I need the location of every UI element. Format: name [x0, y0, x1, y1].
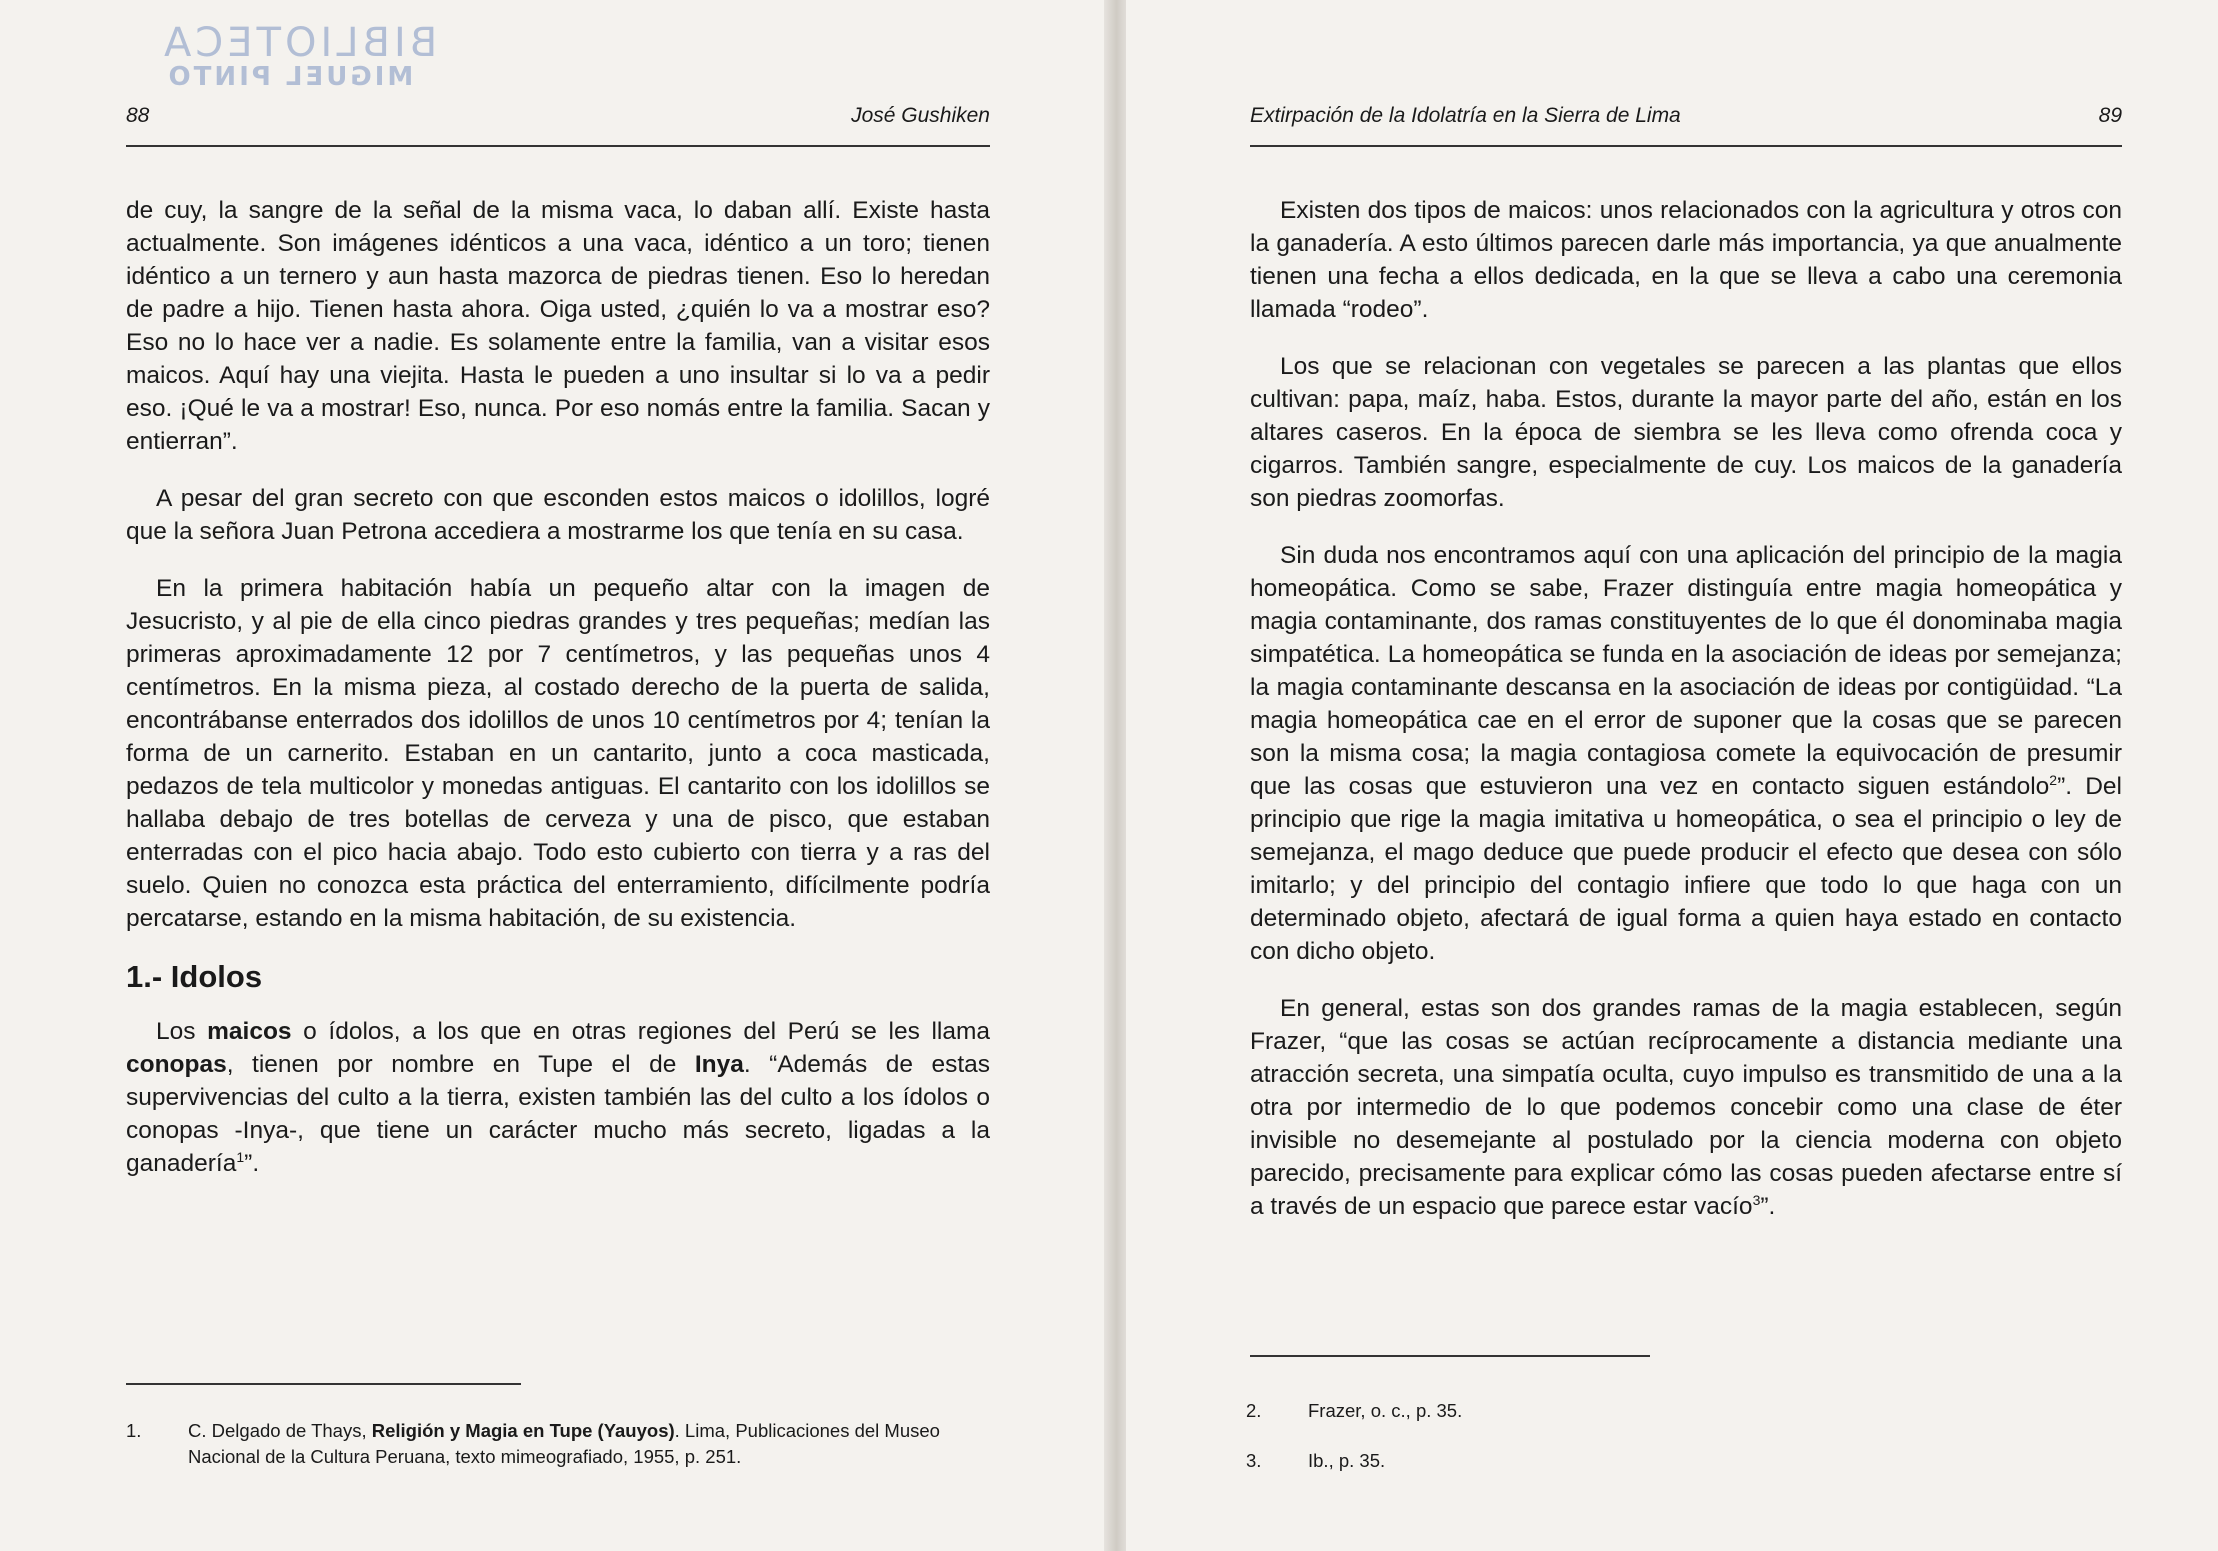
- section-title: 1.- Idolos: [126, 959, 263, 994]
- library-stamp: [160, 22, 437, 91]
- right-header-rule: [1250, 145, 2122, 147]
- footnote-number: 3.: [1246, 1450, 1262, 1471]
- left-header-rule: [126, 145, 990, 147]
- text-run: Los: [156, 1018, 208, 1045]
- bold-title: Religión y Magia en Tupe (Yauyos): [371, 1420, 675, 1441]
- body-paragraph: A pesar del gran secreto con que esconden estos maicos o idolillos, logré que la señora Juan Petrona accediera a mostrarme los que tenía en su casa.: [126, 485, 990, 545]
- bold-term: conopas: [126, 1051, 227, 1078]
- text-run: En general, estas son dos grandes ramas de la magia establecen, según Frazer, “que las cosas se actúan recíprocamente a distancia mediante una atracción secreta, una simpatía oculta, cuyo impulso es transmitido de una a la otra por intermedio de lo que podemos concebir como una clase de éter invisible no desemejante al postulado por la ciencia moderna con objeto parecido, precisamente para explicar cómo las cosas pueden afectarse entre sí a través de un espacio que parece estar vacío: [1250, 995, 2122, 1220]
- footnote-text: Ib., p. 35.: [1308, 1450, 1386, 1471]
- footnote-ref: 2: [2049, 771, 2058, 788]
- right-page-number: 89: [2098, 104, 2122, 127]
- body-paragraph: En la primera habitación había un pequeño altar con la imagen de Jesucristo, y al pie de ella cinco piedras grandes y tres pequeñas; medían las primeras aproximadamente 12 por 7 centímetros, y las pequeñas unos 4 centímetros. En la misma pieza, al costado derecho de la puerta de salida, encontrábanse enterrados dos idolillos de unos 10 centímetros por 4; tenían la forma de un carnerito. Estaban en un cantarito, junto a coca masticada, pedazos de tela multicolor y monedas antiguas. El cantarito con los idolillos se hallaba debajo de tres botellas de cerveza y una de pisco, que estaban enterradas con el pico hacia abajo. Todo esto cubierto con tierra y a ras del suelo. Quien no conozca esta práctica del enterramiento, difícilmente podría percatarse, estando en la misma habitación, de su existencia.: [126, 575, 990, 932]
- frazer-paragraph: [1250, 539, 2122, 968]
- stamp-line-2: MIGUEL PINTO: [165, 62, 414, 92]
- text-run: ”.: [244, 1150, 260, 1177]
- body-paragraph: Existen dos tipos de maicos: unos relacionados con la agricultura y otros con la ganadería. A esto últimos parecen darle más importancia, ya que anualmente tienen una fecha a ellos dedicada, en la que se lleva a cabo una ceremonia llamada “rodeo”.: [1250, 197, 2122, 323]
- idolos-paragraph: [126, 1015, 990, 1180]
- footnote-number: 1.: [126, 1420, 142, 1441]
- right-text-column: [1250, 194, 2122, 1247]
- footnote-rule: [126, 1383, 521, 1385]
- stamp-line-1: BIBLIOTECA: [160, 20, 438, 66]
- text-run: Sin duda nos encontramos aquí con una aplicación del principio de la magia homeopática. Como se sabe, Frazer distinguía entre magia homeopática y magia contaminante, dos ramas constituyentes de lo que él donominaba magia simpatética. La homeopática se funda en la asociación de ideas por semejanza; la magia contaminante descansa en la asociación de ideas por contigüidad. “La magia homeopática cae en el error de suponer que la cosas que se parecen son la misma cosa; la magia contagiosa comete la equivocación de presumir que las cosas que estuvieron una vez en contacto siguen estándolo: [1250, 542, 2122, 800]
- text-run: . Lima, Publicaciones del Museo Nacional de la Cultura Peruana, texto mimeografiado, 1955, p. 251.: [188, 1420, 940, 1467]
- footnote-ref: 1: [236, 1148, 245, 1165]
- bold-term: maicos: [207, 1018, 292, 1045]
- general-paragraph: [1250, 992, 2122, 1223]
- left-running-head: José Gushiken: [851, 104, 990, 127]
- text-run: ”. Del principio que rige la magia imitativa u homeopática, o sea el principio o ley de semejanza, el mago deduce que puede producir el efecto que desea con sólo imitarlo; y del principio del contagio infiere que todo lo que haga con un determinado objeto, afectará de igual forma a quien haya estado en contacto con dicho objeto.: [1250, 773, 2122, 965]
- right-running-head: Extirpación de la Idolatría en la Sierra de Lima: [1250, 104, 1681, 127]
- text-run: , tienen por nombre en Tupe el de: [226, 1051, 695, 1078]
- left-page-number: 88: [126, 104, 150, 127]
- right-page-header: [1250, 104, 2122, 144]
- text-run: o ídolos, a los que en otras regiones del Perú se les llama: [291, 1018, 991, 1045]
- footnote-ref: 3: [1752, 1191, 1761, 1208]
- footnote-2: [1246, 1398, 1846, 1424]
- footnote-text: Frazer, o. c., p. 35.: [1308, 1400, 1463, 1421]
- footnote-3: [1246, 1448, 1846, 1474]
- footnote-text: [188, 1418, 996, 1470]
- body-paragraph: Los que se relacionan con vegetales se parecen a las plantas que ellos cultivan: papa, maíz, haba. Estos, durante la mayor parte del año, están en los altares caseros. En la época de siembra se les lleva como ofrenda coca y cigarros. También sangre, especialmente de cuy. Los maicos de la ganadería son piedras zoomorfas.: [1250, 353, 2122, 512]
- footnote-number: 2.: [1246, 1400, 1262, 1421]
- bold-term: Inya: [694, 1051, 744, 1078]
- text-run: . “Además de estas supervivencias del culto a la tierra, existen también las del culto a los ídolos o conopas -Inya-, que tiene un carácter mucho más secreto, ligadas a la ganadería: [126, 1051, 990, 1177]
- left-page-header: [126, 104, 990, 144]
- footnote-1: [126, 1418, 996, 1470]
- body-paragraph: de cuy, la sangre de la señal de la misma vaca, lo daban allí. Existe hasta actualmente. Son imágenes idénticos a una vaca, idéntico a un toro; tienen idéntico a un ternero y aun hasta mazorca de piedras tienen. Eso lo heredan de padre a hijo. Tienen hasta ahora. Oiga usted, ¿quién lo va a mostrar eso? Eso no lo hace ver a nadie. Es solamente entre la familia, van a visitar esos maicos. Aquí hay una viejita. Hasta le pueden a uno insultar si lo va a pedir eso. ¡Qué le va a mostrar! Eso, nunca. Por eso nomás entre la familia. Sacan y entierran”.: [126, 197, 990, 455]
- text-run: ”.: [1760, 1193, 1776, 1220]
- left-text-column: [126, 194, 990, 1204]
- footnote-rule: [1250, 1355, 1650, 1357]
- text-run: C. Delgado de Thays,: [188, 1420, 372, 1441]
